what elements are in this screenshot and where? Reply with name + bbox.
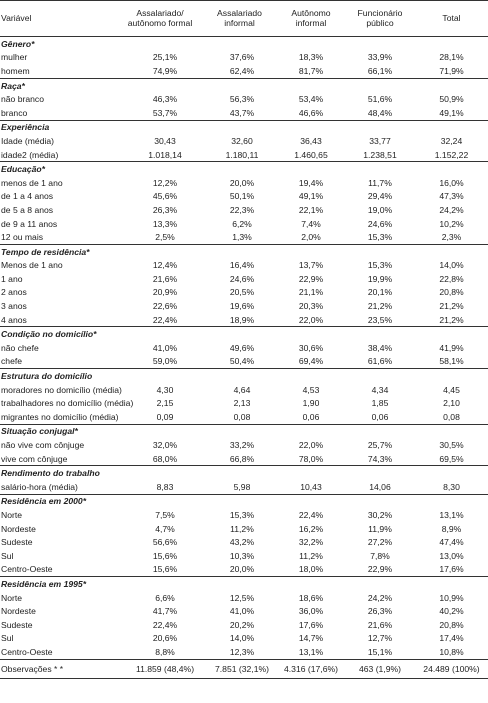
row-label: Sul: [1, 550, 14, 561]
cell-value: 15,6%: [152, 564, 178, 575]
cell-value: 20,8%: [439, 287, 464, 298]
cell-value: 4,7%: [155, 523, 175, 534]
section-header-row: [0, 78, 488, 92]
cell-value: 33,2%: [229, 440, 255, 451]
cell-value: 0,06: [371, 411, 389, 422]
header-total: [415, 1, 488, 37]
cell-value: 1,3%: [232, 232, 252, 243]
cell-value: 2,3%: [441, 232, 462, 243]
cell-value: 15,3%: [367, 232, 393, 243]
row-label: Nordeste: [1, 523, 36, 534]
cell-value: 24,6%: [367, 218, 393, 229]
cell-value: 32,0%: [152, 440, 178, 451]
cell-value: 56,3%: [229, 94, 255, 105]
cell-value: 53,4%: [298, 94, 324, 105]
cell-value: 8,9%: [441, 523, 462, 534]
cell-value: 50,4%: [229, 356, 255, 367]
cell-value: 1.018,14: [148, 149, 182, 160]
cell-value: 17,4%: [439, 633, 464, 644]
header-funcionario-text: Funcionário público: [357, 7, 403, 28]
cell-value: 32,24: [440, 135, 463, 146]
cell-value: 1.460,65: [294, 149, 328, 160]
cell-value: 28,1%: [439, 52, 464, 63]
cell-value: 4,53: [302, 384, 320, 395]
table-row: [0, 522, 488, 536]
cell-value: 8,83: [156, 481, 174, 492]
row-label: de 5 a 8 anos: [1, 204, 54, 215]
cell-value: 11,7%: [368, 177, 392, 188]
row-label: não branco: [1, 94, 45, 105]
row-label: não chefe: [1, 342, 39, 353]
cell-value: 20,3%: [298, 301, 324, 312]
cell-value: 0,09: [156, 411, 174, 422]
cell-value: 22,8%: [439, 273, 464, 284]
section-header-row: [0, 577, 488, 591]
cell-value: 61,6%: [367, 356, 393, 367]
cell-value: 46,3%: [152, 94, 178, 105]
row-label: de 1 a 4 anos: [1, 191, 54, 202]
cell-value: 74,9%: [152, 65, 178, 76]
cell-value: 47,4%: [439, 537, 464, 548]
cell-value: 18,9%: [229, 314, 255, 325]
cell-value: 16,2%: [298, 523, 324, 534]
cell-value: 38,4%: [367, 342, 393, 353]
cell-value: 21,2%: [367, 301, 393, 312]
cell-value: 10,3%: [229, 550, 255, 561]
cell-value: 22,0%: [298, 440, 324, 451]
row-label: Sudeste: [1, 619, 33, 630]
row-label: menos de 1 ano: [1, 177, 63, 188]
section-header-row: [0, 466, 488, 480]
table-row: [0, 176, 488, 190]
cell-value: 41,7%: [152, 606, 178, 617]
table-header: [0, 1, 488, 37]
cell-value: 71,9%: [439, 65, 464, 76]
cell-value: 58,1%: [439, 356, 464, 367]
table-row: [0, 286, 488, 300]
cell-value: 30,5%: [439, 440, 464, 451]
cell-value: 0,08: [233, 411, 251, 422]
cell-value: 62,4%: [229, 65, 255, 76]
cell-value: 20,5%: [229, 287, 255, 298]
row-label: Centro-Oeste: [1, 646, 53, 657]
table-row: [0, 190, 488, 204]
cell-value: 33,9%: [367, 52, 393, 63]
section-header-row: [0, 494, 488, 508]
header-total-text: Total: [442, 12, 461, 23]
cell-value: 16,0%: [439, 177, 464, 188]
cell-value: 13,1%: [439, 509, 464, 520]
cell-value: 47,3%: [439, 191, 464, 202]
cell-value: 14,7%: [298, 633, 324, 644]
cell-value: 8,30: [443, 481, 460, 492]
cell-value: 0,06: [302, 411, 320, 422]
row-label: chefe: [1, 356, 23, 367]
row-label: moradores no domicílio (média): [1, 384, 122, 395]
section-title: Experiência: [0, 120, 488, 134]
section-title: Gênero*: [0, 37, 488, 51]
row-label: não vive com cônjuge: [1, 440, 85, 451]
section-title: Tempo de residência*: [0, 244, 488, 258]
row-label: migrantes no domicílio (média): [1, 411, 119, 422]
section-title: Rendimento do trabalho: [0, 466, 488, 480]
cell-value: 11,2%: [299, 550, 323, 561]
row-label: Sudeste: [1, 537, 33, 548]
cell-value: 4,64: [233, 384, 251, 395]
cell-value: 43,2%: [229, 537, 255, 548]
section-title: Educação*: [0, 162, 488, 176]
cell-value: 22,4%: [152, 619, 178, 630]
section-title: Condição no domicílio*: [0, 327, 488, 341]
cell-value: 2,15: [156, 398, 174, 409]
cell-value: 13,3%: [152, 218, 178, 229]
row-label: mulher: [1, 52, 28, 63]
table-row: [0, 230, 488, 244]
table-row: [0, 313, 488, 327]
row-label: 2 anos: [1, 287, 27, 298]
cell-value: 6,6%: [155, 592, 175, 603]
row-label: 1 ano: [1, 273, 23, 284]
section-header-row: [0, 162, 488, 176]
cell-value: 12,7%: [367, 633, 393, 644]
cell-value: 14,06: [369, 481, 391, 492]
cell-value: 12,3%: [229, 646, 255, 657]
section-title: Situação conjugal*: [0, 424, 488, 438]
header-informal: [202, 1, 277, 37]
cell-value: 17,6%: [298, 619, 324, 630]
cell-value: 20,8%: [439, 619, 464, 630]
table-row: [0, 452, 488, 466]
row-label: idade2 (média): [1, 149, 59, 160]
cell-value: 21,1%: [298, 287, 324, 298]
cell-value: 6,2%: [232, 218, 252, 229]
cell-value: 36,43: [300, 135, 322, 146]
table-row: [0, 259, 488, 273]
header-funcionario: [345, 1, 415, 37]
cell-value: 69,4%: [298, 356, 324, 367]
cell-value: 14,0%: [439, 260, 464, 271]
section-title: Raça*: [0, 78, 488, 92]
section-header-row: [0, 37, 488, 51]
cell-value: 8,8%: [155, 646, 175, 657]
header-autonomo: [277, 1, 345, 37]
cell-value: 19,0%: [367, 204, 393, 215]
row-label: Norte: [1, 592, 23, 603]
section-header-row: [0, 424, 488, 438]
cell-value: 41,0%: [152, 342, 178, 353]
cell-value: 18,3%: [298, 52, 324, 63]
table-row: [0, 604, 488, 618]
row-label: Menos de 1 ano: [1, 260, 63, 271]
cell-value: 20,6%: [152, 633, 178, 644]
section-title: Estrutura do domicílio: [0, 369, 488, 383]
header-formal-text: Assalariado/ autônomo formal: [127, 7, 193, 28]
cell-value: 7,5%: [155, 509, 175, 520]
cell-value: 22,4%: [298, 509, 324, 520]
cell-value: 12,5%: [229, 592, 255, 603]
cell-value: 12,2%: [152, 177, 178, 188]
row-label: 4 anos: [1, 314, 27, 325]
section-header-row: [0, 244, 488, 258]
observations-value: 463 (1,9%): [345, 659, 415, 678]
cell-value: 22,3%: [229, 204, 255, 215]
section-title: Residência em 2000*: [0, 494, 488, 508]
cell-value: 10,9%: [439, 592, 464, 603]
cell-value: 2,0%: [301, 232, 321, 243]
cell-value: 49,1%: [298, 191, 324, 202]
observations-label: Observações * *: [0, 659, 118, 678]
cell-value: 36,0%: [298, 606, 324, 617]
cell-value: 25,1%: [152, 52, 178, 63]
table-row: [0, 148, 488, 162]
row-label: vive com cônjuge: [1, 453, 68, 464]
cell-value: 1.180,11: [225, 149, 259, 160]
table-row: [0, 355, 488, 369]
observations-value: 7.851 (32,1%): [202, 659, 277, 678]
cell-value: 16,4%: [229, 260, 255, 271]
cell-value: 40,2%: [439, 606, 464, 617]
cell-value: 50,9%: [439, 94, 464, 105]
section-header-row: [0, 120, 488, 134]
cell-value: 69,5%: [439, 453, 464, 464]
cell-value: 13,0%: [439, 550, 464, 561]
table-row: [0, 438, 488, 452]
row-label: Idade (média): [1, 135, 55, 146]
cell-value: 2,13: [233, 398, 251, 409]
table-row: [0, 64, 488, 78]
cell-value: 5,98: [233, 481, 251, 492]
cell-value: 10,43: [300, 481, 322, 492]
cell-value: 26,3%: [152, 204, 178, 215]
cell-value: 2,5%: [155, 232, 175, 243]
cell-value: 10,8%: [439, 646, 464, 657]
section-header-row: [0, 327, 488, 341]
cell-value: 2,10: [443, 398, 460, 409]
observations-row: [0, 659, 488, 678]
cell-value: 23,5%: [367, 314, 393, 325]
observations-value: 24.489 (100%): [415, 659, 488, 678]
table-row: [0, 396, 488, 410]
header-variable: Variável: [0, 1, 118, 37]
cell-value: 45,6%: [152, 191, 178, 202]
cell-value: 19,9%: [367, 273, 393, 284]
cell-value: 30,43: [154, 135, 176, 146]
row-label: 12 ou mais: [1, 232, 44, 243]
cell-value: 15,3%: [229, 509, 255, 520]
table-row: [0, 645, 488, 659]
row-label: Nordeste: [1, 606, 36, 617]
cell-value: 66,1%: [367, 65, 393, 76]
table-row: [0, 480, 488, 494]
table-row: [0, 549, 488, 563]
table-row: [0, 632, 488, 646]
cell-value: 32,60: [231, 135, 253, 146]
row-label: Centro-Oeste: [1, 564, 53, 575]
cell-value: 21,2%: [439, 301, 464, 312]
cell-value: 50,1%: [229, 191, 255, 202]
row-label: de 9 a 11 anos: [1, 218, 58, 229]
cell-value: 21,2%: [439, 314, 464, 325]
cell-value: 13,7%: [298, 260, 324, 271]
cell-value: 7,8%: [370, 550, 390, 561]
header-formal: [118, 1, 202, 37]
cell-value: 18,0%: [298, 564, 324, 575]
cell-value: 53,7%: [152, 107, 178, 118]
cell-value: 11,9%: [368, 523, 392, 534]
cell-value: 41,9%: [439, 342, 464, 353]
row-label: 3 anos: [1, 301, 27, 312]
cell-value: 20,0%: [229, 177, 255, 188]
cell-value: 4,34: [371, 384, 389, 395]
cell-value: 25,7%: [367, 440, 393, 451]
table-row: [0, 383, 488, 397]
table-row: [0, 508, 488, 522]
table-row: [0, 410, 488, 424]
cell-value: 1,85: [371, 398, 389, 409]
cell-value: 56,6%: [152, 537, 178, 548]
cell-value: 29,4%: [367, 191, 393, 202]
cell-value: 19,6%: [229, 301, 255, 312]
cell-value: 74,3%: [367, 453, 393, 464]
cell-value: 37,6%: [229, 52, 255, 63]
row-label: Norte: [1, 509, 23, 520]
cell-value: 24,2%: [367, 592, 393, 603]
cell-value: 68,0%: [152, 453, 178, 464]
cell-value: 22,4%: [152, 314, 178, 325]
table-row: [0, 217, 488, 231]
cell-value: 22,9%: [298, 273, 324, 284]
table-row: [0, 134, 488, 148]
cell-value: 51,6%: [367, 94, 393, 105]
cell-value: 15,6%: [152, 550, 178, 561]
cell-value: 20,2%: [229, 619, 255, 630]
cell-value: 18,6%: [298, 592, 324, 603]
cell-value: 15,3%: [367, 260, 393, 271]
cell-value: 7,4%: [301, 218, 321, 229]
cell-value: 1,90: [302, 398, 320, 409]
cell-value: 4,45: [443, 384, 460, 395]
cell-value: 30,2%: [367, 509, 393, 520]
row-label: trabalhadores no domicílio (média): [1, 398, 134, 409]
cell-value: 78,0%: [298, 453, 324, 464]
cell-value: 32,2%: [298, 537, 324, 548]
cell-value: 19,4%: [298, 177, 324, 188]
row-label: salário-hora (média): [1, 481, 78, 492]
cell-value: 21,6%: [152, 273, 178, 284]
table-row: [0, 563, 488, 577]
cell-value: 30,6%: [298, 342, 324, 353]
cell-value: 81,7%: [298, 65, 324, 76]
cell-value: 49,1%: [439, 107, 464, 118]
cell-value: 66,8%: [229, 453, 255, 464]
cell-value: 24,6%: [229, 273, 255, 284]
table-row: [0, 106, 488, 120]
cell-value: 22,6%: [152, 301, 178, 312]
cell-value: 49,6%: [229, 342, 255, 353]
observations-value: 4.316 (17,6%): [277, 659, 345, 678]
cell-value: 4,30: [156, 384, 174, 395]
table-row: [0, 203, 488, 217]
row-label: Sul: [1, 633, 14, 644]
cell-value: 17,6%: [439, 564, 464, 575]
cell-value: 12,4%: [152, 260, 178, 271]
table-row: [0, 299, 488, 313]
cell-value: 20,1%: [367, 287, 393, 298]
table-row: [0, 272, 488, 286]
cell-value: 1.238,51: [363, 149, 397, 160]
cell-value: 46,6%: [298, 107, 324, 118]
table-row: [0, 92, 488, 106]
cell-value: 43,7%: [229, 107, 255, 118]
cell-value: 20,9%: [152, 287, 178, 298]
cell-value: 24,2%: [439, 204, 464, 215]
cell-value: 1.152,22: [434, 149, 469, 160]
cell-value: 59,0%: [152, 356, 178, 367]
row-label: homem: [1, 65, 30, 76]
observations-value: 11.859 (48,4%): [118, 659, 202, 678]
section-title: Residência em 1995*: [0, 577, 488, 591]
cell-value: 27,2%: [367, 537, 393, 548]
cell-value: 33,77: [369, 135, 391, 146]
table-row: [0, 535, 488, 549]
table-row: [0, 591, 488, 605]
table-body: [0, 37, 488, 679]
cell-value: 21,6%: [367, 619, 393, 630]
cell-value: 48,4%: [367, 107, 393, 118]
cell-value: 22,1%: [298, 204, 324, 215]
cell-value: 10,2%: [439, 218, 464, 229]
cell-value: 22,0%: [298, 314, 324, 325]
table-row: [0, 618, 488, 632]
cell-value: 26,3%: [367, 606, 393, 617]
cell-value: 20,0%: [229, 564, 255, 575]
cell-value: 13,1%: [298, 646, 324, 657]
cell-value: 14,0%: [229, 633, 255, 644]
table-row: [0, 341, 488, 355]
cell-value: 22,9%: [367, 564, 393, 575]
table-row: [0, 51, 488, 65]
header-informal-text: Assalariado informal: [217, 7, 262, 28]
cell-value: 41,0%: [229, 606, 255, 617]
cell-value: 0,08: [443, 411, 460, 422]
header-autonomo-text: Autônomo informal: [291, 7, 331, 28]
row-label: branco: [1, 107, 28, 118]
cell-value: 15,1%: [367, 646, 393, 657]
section-header-row: [0, 369, 488, 383]
cell-value: 11,2%: [230, 523, 254, 534]
